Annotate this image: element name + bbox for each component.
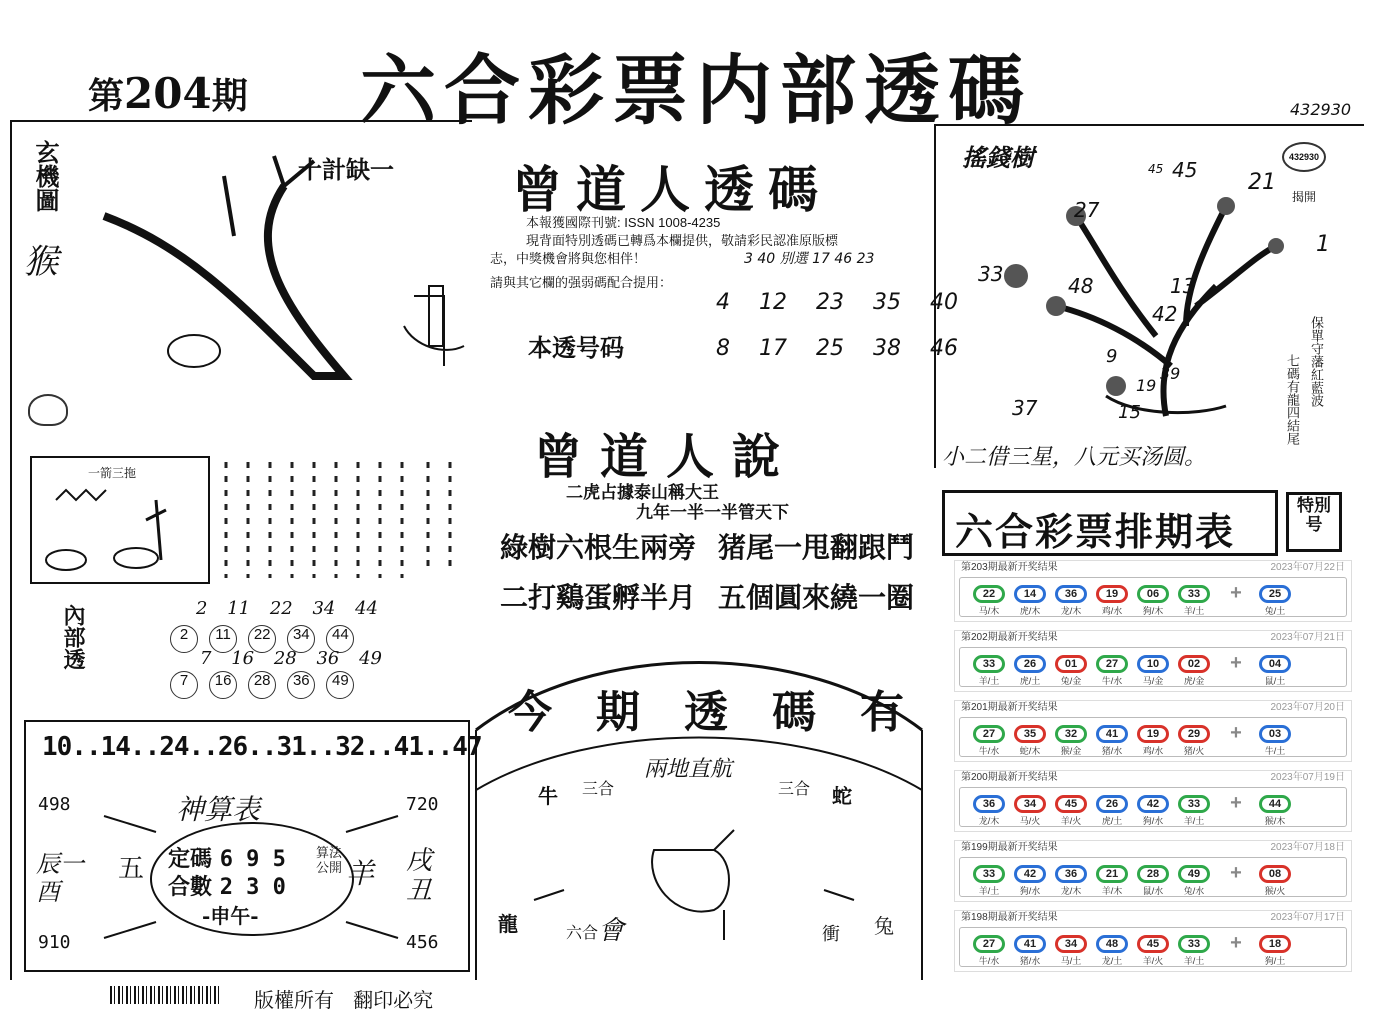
zodiac-label: 牛/水: [978, 956, 1000, 966]
number-circle: 22: [248, 625, 276, 653]
circles-side-label: 內部透: [60, 604, 86, 670]
ball-cell: [1256, 862, 1294, 897]
number-circle: 36: [287, 671, 315, 699]
number-ball: 36: [973, 795, 1005, 813]
number-ball: 33: [1178, 935, 1210, 953]
center-bottom-panel: [474, 650, 948, 980]
ball-cell: [1175, 932, 1213, 967]
code-number: 25: [816, 336, 844, 361]
code-number: 4: [716, 290, 730, 315]
zodiac-text: -申午-: [202, 904, 259, 928]
number-ball: 14: [1014, 585, 1046, 603]
result-date: 2023年07月22日: [1270, 562, 1345, 573]
number-ball: 02: [1178, 655, 1210, 673]
number-ball: 33: [1178, 795, 1210, 813]
ball-cell: [1011, 722, 1049, 757]
number-circle: 49: [326, 671, 354, 699]
hand-number: 22: [269, 598, 293, 619]
zodiac-label: 羊/土: [978, 886, 1000, 896]
hand-number: 36: [316, 648, 340, 669]
number-ball: 19: [1137, 725, 1169, 743]
left-mid-char: 五: [118, 854, 145, 884]
left-top-section: [14, 126, 469, 384]
zodiac-label: 兔/水: [1183, 886, 1205, 896]
tree-number: 39: [1160, 364, 1181, 383]
zodiac-label: 狗/木: [1142, 606, 1164, 616]
ball-cell: [1052, 582, 1090, 617]
label-right-he: 三合: [778, 779, 811, 798]
number-circle: 34: [287, 625, 315, 653]
result-card: [954, 700, 1352, 762]
number-ball: 25: [1259, 585, 1291, 603]
ball-cell: [1175, 862, 1213, 897]
notice-line-3: 請與其它欄的强弱碼配合提用：: [490, 275, 673, 290]
side-title: 玄機圖: [31, 140, 60, 212]
dingma-label: 定碼: [168, 846, 213, 872]
number-ball: 49: [1178, 865, 1210, 883]
tree-footer: 小二借三星，八元买汤圆。: [942, 445, 1207, 470]
code-row-2: [716, 336, 958, 361]
ball-cell: [1093, 582, 1131, 617]
number-ball: 36: [1055, 585, 1087, 603]
shensuan-numbers: 10..14..24..26..31..32..41..47: [42, 732, 482, 762]
code-number: 35: [873, 290, 901, 315]
poem-marks: [218, 458, 462, 586]
result-date: 2023年07月18日: [1270, 842, 1345, 853]
dingma-value: 6 9 5: [219, 847, 286, 872]
tree-number: 19: [1136, 376, 1157, 395]
ball-cell: [1175, 582, 1213, 617]
ball-cell: [1256, 792, 1294, 827]
zodiac-label: 龙/土: [1101, 956, 1123, 966]
circles-row1-labels: [196, 598, 378, 619]
number-ball: 32: [1055, 725, 1087, 743]
number-circle: 16: [209, 671, 237, 699]
tree-number: 15: [1118, 402, 1141, 423]
label-left-top: 牛: [538, 784, 558, 808]
center-bottom-title: 今期透碼有: [508, 687, 948, 738]
result-card: [954, 770, 1352, 832]
number-ball: 45: [1055, 795, 1087, 813]
number-ball: 34: [1055, 935, 1087, 953]
zodiac-label: 龙/木: [978, 816, 1000, 826]
vertical-poem-columns: [218, 458, 462, 586]
poem-line-2: 九年一半一半管天下: [636, 503, 789, 523]
ball-cell: [1052, 652, 1090, 687]
number-ball: 27: [1096, 655, 1128, 673]
zodiac-label: 虎/土: [1101, 816, 1123, 826]
notice-line: 現背面特別透碼已轉爲本欄提供，敬請彩民認准原版標: [526, 233, 839, 248]
bottom-left-number: 910: [38, 932, 71, 953]
tree-side-note-1: 保單守藩紅藍波: [1308, 316, 1323, 407]
money-tree-title: 搖錢樹: [962, 143, 1034, 172]
number-ball: 48: [1096, 935, 1128, 953]
ball-cell: [1093, 652, 1131, 687]
result-label: 第200期最新开奖结果: [961, 772, 1058, 783]
result-label: 第202期最新开奖结果: [961, 632, 1058, 643]
number-circle: 11: [209, 625, 237, 653]
heshu-value: 2 3 0: [219, 875, 286, 900]
number-ball: 18: [1259, 935, 1291, 953]
number-ball: 22: [973, 585, 1005, 603]
number-ball: 01: [1055, 655, 1087, 673]
answer-text: 猴: [24, 242, 58, 282]
zodiac-label: 鼠/水: [1142, 886, 1164, 896]
mid-caption: 一箭三拖: [88, 466, 137, 480]
center-top-title: 曾道人透碼: [512, 160, 832, 219]
special-number-label: 特別号: [1286, 492, 1342, 552]
result-label: 第199期最新开奖结果: [961, 842, 1058, 853]
ball-cell: [1256, 582, 1294, 617]
page-title: 六合彩票内部透碼: [360, 46, 1032, 135]
hand-number: 7: [200, 648, 212, 669]
badge-code: 432930: [1282, 142, 1326, 172]
ball-cell: [1093, 792, 1131, 827]
label-mid-char: 會: [598, 916, 625, 946]
tree-number: 21: [1248, 170, 1276, 195]
number-ball: 44: [1259, 795, 1291, 813]
result-card: [954, 840, 1352, 902]
zodiac-label: 马/金: [1142, 676, 1164, 686]
left-note: 辰一酉: [36, 850, 84, 906]
barcode: [110, 986, 220, 1004]
tree-number: 48: [1068, 274, 1094, 298]
code-number: 38: [873, 336, 901, 361]
zodiac-label: 羊/土: [1183, 816, 1205, 826]
zodiac-label: 马/木: [978, 606, 1000, 616]
right-note: 戌丑: [406, 846, 433, 906]
hand-number: 34: [312, 598, 336, 619]
ball-cell: [1052, 722, 1090, 757]
number-ball: 06: [1137, 585, 1169, 603]
issue-label: [88, 68, 248, 119]
hand-number: 44: [355, 598, 379, 619]
zodiac-label: 狗/土: [1264, 956, 1286, 966]
notice-line-2: 志，中獎機會將與您相伴！: [490, 251, 647, 266]
ball-cell: [1134, 652, 1172, 687]
tree-number: 1: [1316, 232, 1330, 257]
zodiac-label: 鸡/水: [1142, 746, 1164, 756]
issue-suffix: 期: [211, 75, 248, 117]
tree-number: 45: [1172, 158, 1198, 182]
number-ball: 34: [1014, 795, 1046, 813]
ball-cell: [1256, 652, 1294, 687]
left-mid-box: [30, 456, 210, 584]
number-ball: 33: [973, 655, 1005, 673]
zodiac-label: 羊/火: [1060, 816, 1082, 826]
ball-cell: [1134, 862, 1172, 897]
number-ball: 26: [1096, 795, 1128, 813]
issn-line: 本報獲國際刊號: ISSN 1008-4235: [526, 215, 721, 230]
top-right-number: 720: [406, 794, 439, 815]
ball-cell: [970, 722, 1008, 757]
circles-row2: [170, 670, 360, 699]
number-ball: 35: [1014, 725, 1046, 743]
zodiac-label: 牛/土: [1264, 746, 1286, 756]
result-balls: [959, 787, 1347, 827]
number-circle: 28: [248, 671, 276, 699]
code-number: 8: [716, 336, 730, 361]
ball-cell: [1134, 722, 1172, 757]
zodiac-label: 羊/木: [1101, 886, 1123, 896]
zodiac-label: 猪/水: [1101, 746, 1123, 756]
zodiac-label: 猴/火: [1264, 886, 1286, 896]
ball-cell: [1093, 722, 1131, 757]
zodiac-label: 鼠/土: [1264, 676, 1286, 686]
number-ball: 26: [1014, 655, 1046, 673]
ball-cell: [1052, 862, 1090, 897]
number-ball: 29: [1178, 725, 1210, 743]
hand-number: 2: [196, 598, 208, 619]
circles-row2-labels: [200, 648, 382, 669]
number-ball: 41: [1096, 725, 1128, 743]
hand-number: 16: [231, 648, 255, 669]
dog-sketch: [28, 394, 68, 426]
verse-2a: 二打鷄蛋孵半月: [500, 581, 697, 614]
shensuan-panel: [24, 720, 482, 972]
zodiac-label: 马/火: [1019, 816, 1041, 826]
number-ball: 27: [973, 935, 1005, 953]
bottom-right-number: 456: [406, 932, 439, 953]
number-ball: 08: [1259, 865, 1291, 883]
zodiac-label: 蛇/木: [1019, 746, 1041, 756]
result-date: 2023年07月20日: [1270, 702, 1345, 713]
plus-icon: +: [1230, 722, 1242, 744]
number-ball: 28: [1137, 865, 1169, 883]
copyright-text: 版權所有 翻印必究: [254, 988, 434, 1012]
result-card: [954, 910, 1352, 972]
zodiac-label: 兔/金: [1060, 676, 1082, 686]
label-right-top: 蛇: [832, 784, 852, 808]
hand-number: 49: [359, 648, 383, 669]
result-balls: [959, 857, 1347, 897]
zodiac-label: 狗/水: [1142, 816, 1164, 826]
zodiac-label: 虎/土: [1019, 676, 1041, 686]
ball-cell: [970, 862, 1008, 897]
ball-cell: [1052, 792, 1090, 827]
ball-cell: [1093, 932, 1131, 967]
code-number: 40: [930, 290, 958, 315]
ball-cell: [1134, 792, 1172, 827]
verse-1a: 綠樹六根生兩旁: [500, 531, 697, 564]
ball-cell: [1175, 652, 1213, 687]
label-mid: 六合: [566, 923, 599, 942]
code-number: 17: [759, 336, 787, 361]
formula-text: 算法公開: [316, 846, 343, 876]
number-ball: 41: [1014, 935, 1046, 953]
number-circle: 7: [170, 671, 198, 699]
number-circle: 44: [326, 625, 354, 653]
transparent-code-label: 本透号码: [528, 333, 624, 362]
poem-line-1: 二虎占據泰山稱大王: [566, 483, 719, 503]
tag-text: 十計缺一: [298, 155, 394, 184]
number-ball: 03: [1259, 725, 1291, 743]
hand-notes: 3 40 別選 17 46 23: [744, 251, 875, 267]
plus-icon: +: [1230, 932, 1242, 954]
right-mid-char: 羊: [346, 857, 375, 890]
schedule-header: [942, 490, 1278, 556]
ball-cell: [970, 652, 1008, 687]
result-card: [954, 630, 1352, 692]
hand-number: 11: [227, 598, 251, 619]
arrows: [96, 812, 406, 942]
tree-number: 27: [1074, 198, 1100, 222]
schedule-title: 六合彩票排期表: [955, 510, 1236, 554]
ball-cell: [1052, 932, 1090, 967]
zodiac-label: 兔/土: [1264, 606, 1286, 616]
top-left-number: 498: [38, 794, 71, 815]
zodiac-label: 牛/水: [1101, 676, 1123, 686]
issue-number: 204: [124, 69, 212, 118]
number-circle: 2: [170, 625, 198, 653]
tree-illustration: [84, 146, 474, 382]
tree-number: 45: [1148, 162, 1164, 176]
number-ball: 04: [1259, 655, 1291, 673]
ball-cell: [970, 932, 1008, 967]
result-date: 2023年07月19日: [1270, 772, 1345, 783]
zodiac-label: 鸡/水: [1101, 606, 1123, 616]
label-right-bottom-1: 衝: [822, 924, 840, 945]
center-mid-panel: [476, 418, 915, 634]
tree-number: 9: [1106, 346, 1118, 367]
code-number: 46: [930, 336, 958, 361]
tree-number: 37: [1012, 396, 1038, 420]
result-balls: [959, 577, 1347, 617]
header-code: 432930: [1290, 100, 1352, 119]
verse-1b: 猪尾一甩翻跟鬥: [718, 531, 915, 564]
heshu-label: 合數: [168, 874, 213, 900]
zodiac-label: 羊/土: [1183, 956, 1205, 966]
zodiac-label: 牛/水: [978, 746, 1000, 756]
zodiac-label: 猴/金: [1060, 746, 1082, 756]
ball-cell: [970, 582, 1008, 617]
ball-cell: [1256, 722, 1294, 757]
center-bottom-subtitle: 兩地直航: [644, 757, 733, 782]
number-ball: 42: [1137, 795, 1169, 813]
money-tree-badge: [1282, 142, 1326, 205]
number-ball: 45: [1137, 935, 1169, 953]
result-label: 第203期最新开奖结果: [961, 562, 1058, 573]
money-tree-drawing: [956, 166, 1286, 426]
center-top-panel: [476, 140, 958, 390]
number-ball: 21: [1096, 865, 1128, 883]
number-ball: 33: [1178, 585, 1210, 603]
number-ball: 36: [1055, 865, 1087, 883]
result-date: 2023年07月21日: [1270, 632, 1345, 643]
result-balls: [959, 647, 1347, 687]
zodiac-label: 龙/木: [1060, 606, 1082, 616]
hand-number: 28: [273, 648, 297, 669]
zodiac-label: 狗/水: [1019, 886, 1041, 896]
result-date: 2023年07月17日: [1270, 912, 1345, 923]
badge-sub: 揭開: [1291, 190, 1316, 204]
label-right-bottom-2: 兔: [874, 914, 894, 938]
zodiac-label: 猪/火: [1183, 746, 1205, 756]
code-number: 12: [759, 290, 787, 315]
label-left-he: 三合: [582, 779, 615, 798]
zodiac-label: 猴/木: [1264, 816, 1286, 826]
number-ball: 10: [1137, 655, 1169, 673]
result-balls: [959, 717, 1347, 757]
ball-cell: [1011, 582, 1049, 617]
zodiac-label: 羊/土: [1183, 606, 1205, 616]
ball-cell: [1175, 722, 1213, 757]
zodiac-label: 羊/火: [1142, 956, 1164, 966]
animals-sketch: [36, 480, 206, 580]
issue-prefix: 第: [88, 75, 125, 117]
center-mid-title: 曾道人說: [534, 429, 799, 485]
result-balls: [959, 927, 1347, 967]
zodiac-label: 羊/土: [978, 676, 1000, 686]
code-row-1: [716, 290, 958, 315]
number-ball: 42: [1014, 865, 1046, 883]
zodiac-label: 虎/金: [1183, 676, 1205, 686]
shensuan-title: 神算表: [176, 793, 261, 826]
tree-number: 33: [978, 262, 1004, 286]
plus-icon: +: [1230, 652, 1242, 674]
zodiac-label: 龙/木: [1060, 886, 1082, 896]
label-left-bottom: 龍: [498, 912, 518, 936]
code-number: 23: [816, 290, 844, 315]
zodiac-label: 马/土: [1060, 956, 1082, 966]
zodiac-label: 虎/木: [1019, 606, 1041, 616]
result-label: 第198期最新开奖结果: [961, 912, 1058, 923]
ball-cell: [1011, 862, 1049, 897]
ball-cell: [1093, 862, 1131, 897]
result-label: 第201期最新开奖结果: [961, 702, 1058, 713]
plus-icon: +: [1230, 792, 1242, 814]
ball-cell: [1256, 932, 1294, 967]
tree-number: 13: [1170, 274, 1196, 298]
ball-cell: [1134, 582, 1172, 617]
ball-cell: [1175, 792, 1213, 827]
result-card: [954, 560, 1352, 622]
ball-cell: [1134, 932, 1172, 967]
tree-number: 42: [1152, 302, 1178, 326]
plus-icon: +: [1230, 862, 1242, 884]
number-ball: 19: [1096, 585, 1128, 603]
tree-side-note-2: 七碼有龍四結尾: [1284, 354, 1299, 445]
zodiac-label: 猪/水: [1019, 956, 1041, 966]
money-tree-panel: [934, 124, 1364, 468]
ball-cell: [970, 792, 1008, 827]
verse-2b: 五個圓來繞一圈: [718, 581, 915, 614]
plus-icon: +: [1230, 582, 1242, 604]
number-ball: 27: [973, 725, 1005, 743]
ball-cell: [1011, 792, 1049, 827]
ball-cell: [1011, 652, 1049, 687]
ball-cell: [1011, 932, 1049, 967]
number-ball: 33: [973, 865, 1005, 883]
